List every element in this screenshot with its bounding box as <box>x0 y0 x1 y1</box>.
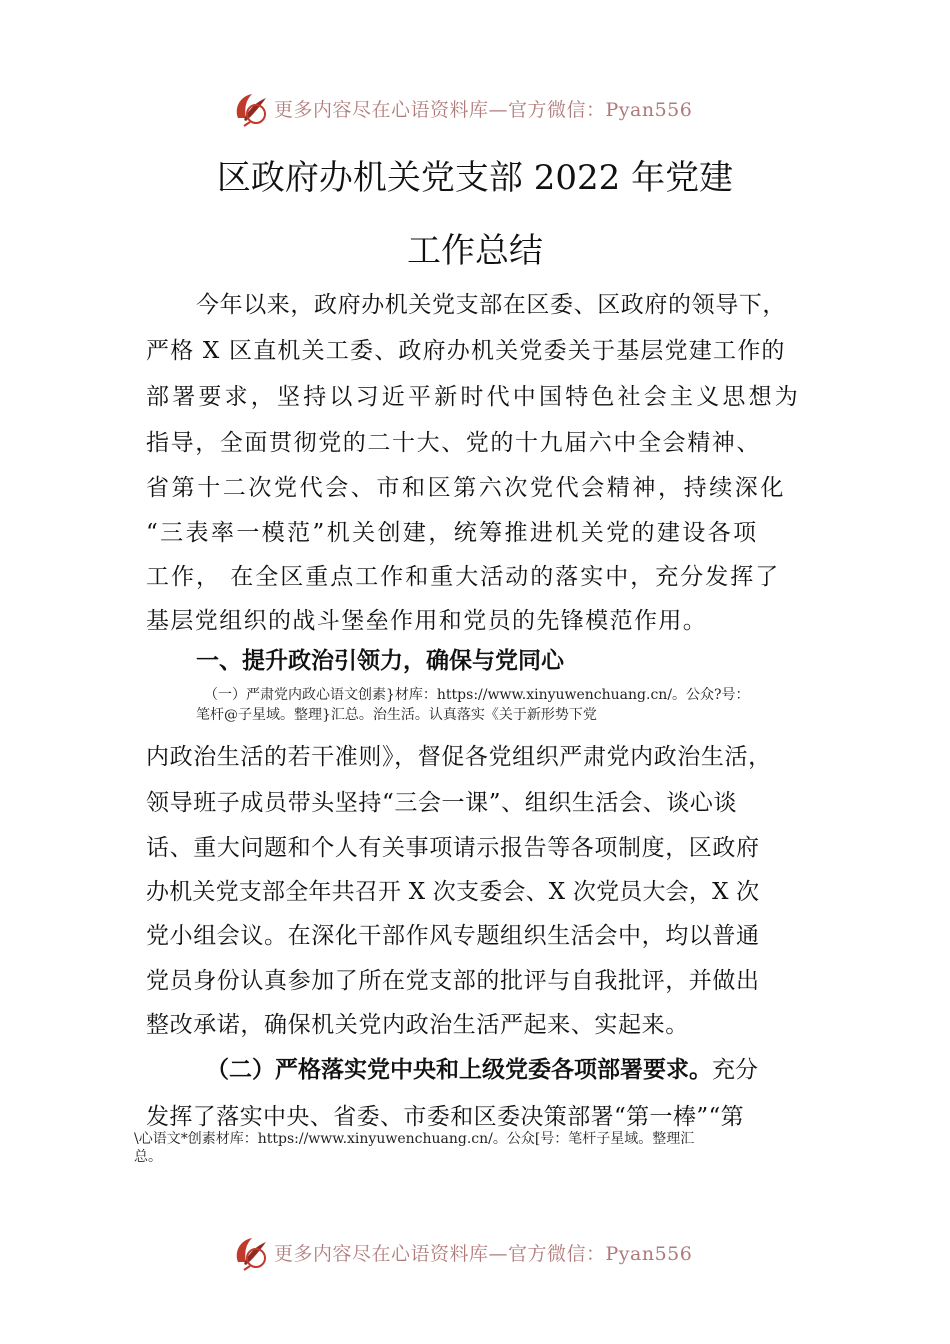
body-line: 党员身份认真参加了所在党支部的批评与自我批评，并做出 <box>146 968 760 994</box>
intro-line: 省第十二次党代会、市和区第六次党代会精神，持续深化 <box>146 475 786 501</box>
watermark-line: \心语文*创素材库：https://www.xinyuwenchuang.cn/。公众[号：笔杆子星域。整理汇 <box>134 1131 695 1147</box>
intro-line: 指导，全面贯彻党的二十大、党的十九届六中全会精神、 <box>146 430 761 456</box>
header-banner <box>230 86 692 130</box>
section-heading-2-bold: （二）严格落实党中央和上级党委各项部署要求。 <box>206 1056 712 1083</box>
section-heading-2-rest: 充分 <box>712 1057 758 1083</box>
quill-logo-icon <box>230 88 270 128</box>
watermark-line: （一）严肃党内政心语文创素}材库：https://www.xinyuwenchuang.cn/。公众?号： <box>204 687 750 703</box>
intro-line: 工作， 在全区重点工作和重大活动的落实中，充分发挥了 <box>146 564 781 590</box>
quill-logo-icon <box>230 1232 270 1272</box>
body-line: 办机关党支部全年共召开 X 次支委会、X 次党员大会，X 次 <box>146 879 760 905</box>
banner-text: 更多内容尽在心语资料库—官方微信：Pyan556 <box>274 1242 693 1265</box>
body-line: 内政治生活的若干准则》，督促各党组织严肃党内政治生活， <box>146 744 772 770</box>
section-heading-2 <box>206 1051 758 1084</box>
intro-line: 严格 X 区直机关工委、政府办机关党委关于基层党建工作的 <box>146 338 786 364</box>
intro-line: “三表率一模范”机关创建，统筹推进机关党的建设各项 <box>146 520 759 546</box>
body-line: 整改承诺，确保机关党内政治生活严起来、实起来。 <box>146 1012 689 1038</box>
intro-line: 今年以来，政府办机关党支部在区委、区政府的领导下， <box>196 292 786 318</box>
intro-line: 基层党组织的战斗堡垒作用和党员的先锋模范作用。 <box>146 608 708 634</box>
footer-banner <box>230 1230 692 1274</box>
section-heading-1: 一、提升政治引领力，确保与党同心 <box>196 648 564 674</box>
document-title-line-2: 工作总结 <box>407 231 543 271</box>
body-line: 党小组会议。在深化干部作风专题组织生活会中，均以普通 <box>146 923 760 949</box>
body-line: 发挥了落实中央、省委、市委和区委决策部署“第一棒”“第 <box>146 1104 745 1130</box>
document-title-line-1: 区政府办机关党支部 2022 年党建 <box>216 158 734 198</box>
body-line: 领导班子成员带头坚持“三会一课”、组织生活会、谈心谈 <box>146 790 738 816</box>
watermark-line: 总。 <box>134 1149 162 1165</box>
banner-text: 更多内容尽在心语资料库—官方微信：Pyan556 <box>274 98 693 121</box>
body-line: 话、重大问题和个人有关事项请示报告等各项制度，区政府 <box>146 835 760 861</box>
intro-line: 部署要求，坚持以习近平新时代中国特色社会主义思想为 <box>146 384 801 410</box>
watermark-line: 笔杆@子星域。整理}汇总。治生活。认真落实《关于新形势下党 <box>196 707 597 723</box>
